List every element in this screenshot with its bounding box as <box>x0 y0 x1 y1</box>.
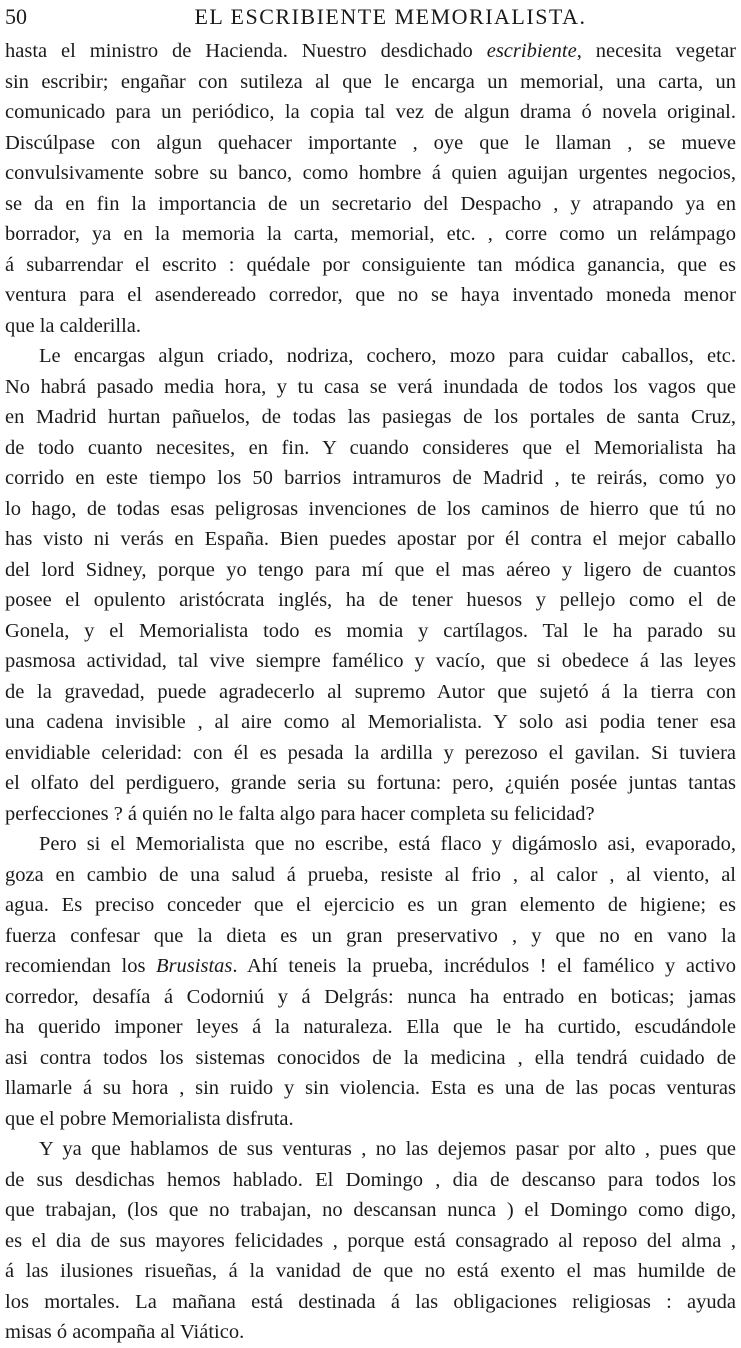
text-segment: ha querido imponer leyes á la naturaleza. Ella que le ha curtido, escudándole <box>5 1016 736 1038</box>
text-segment: que la calderilla. <box>5 314 142 337</box>
text-line <box>5 1165 736 1196</box>
page-number: 50 <box>5 4 27 29</box>
text-segment: Pero si el Memorialista que no escribe, está flaco y digámoslo asi, evaporado, <box>39 833 736 855</box>
text-segment: que el pobre Memorialista disfruta. <box>5 1107 294 1130</box>
text-line <box>5 555 736 586</box>
text-segment: ventura para el asendereado corredor, que no se haya inventado moneda menor <box>5 284 736 306</box>
text-line <box>5 951 736 982</box>
text-segment: asi contra todos los sistemas conocidos de la medicina , ella tendrá cuidado de <box>5 1046 736 1069</box>
text-line <box>5 1317 736 1348</box>
text-segment: misas ó acompaña al Viático. <box>5 1321 245 1343</box>
text-line <box>5 799 736 830</box>
text-segment: has visto ni verás en España. Bien puedes apostar por él contra el mejor caballo <box>5 528 736 550</box>
text-segment: fuerza confesar que la dieta es un gran preservativo , y que no en vano la <box>5 924 736 947</box>
text-line <box>5 158 736 189</box>
text-segment: llamarle á su hora , sin ruido y sin violencia. Esta es una de las pocas venturas <box>5 1077 736 1099</box>
text-segment: de sus desdichas hemos hablado. El Domingo , dia de descanso para todos los <box>5 1168 736 1191</box>
text-segment: corrido en este tiempo los 50 barrios intramuros de Madrid , te reirás, como yo <box>5 467 736 489</box>
text-segment: borrador, ya en la memoria la carta, memorial, etc. , corre como un relámpago <box>5 223 736 245</box>
text-segment: corredor, desafía á Codorniú y á Delgrás: nunca ha entrado en boticas; jamas <box>5 985 736 1008</box>
text-line <box>5 738 736 769</box>
text-segment: sin escribir; engañar con sutileza al que le encarga un memorial, una carta, un <box>5 70 736 93</box>
text-line <box>5 829 736 860</box>
text-line <box>5 1226 736 1257</box>
text-segment: Gonela, y el Memorialista todo es momia y cartílagos. Tal le ha parado su <box>5 619 736 642</box>
italic-word: escribiente <box>486 40 577 62</box>
text-segment: posee el opulento aristócrata inglés, ha de tener huesos y pellejo como el de <box>5 589 736 611</box>
text-segment: . Ahí teneis la prueba, incrédulos ! el famélico y activo <box>232 955 736 977</box>
text-line <box>5 677 736 708</box>
text-line <box>5 890 736 921</box>
text-line <box>5 1256 736 1287</box>
text-segment: convulsivamente sobre su banco, como hombre á quien aguijan urgentes negocios, <box>5 162 736 184</box>
text-line <box>5 280 736 311</box>
text-line <box>5 97 736 128</box>
text-segment: recomiendan los <box>5 955 157 977</box>
text-segment: Discúlpase con algun quehacer importante , oye que le llaman , se mueve <box>5 131 736 154</box>
text-line <box>5 36 736 67</box>
text-segment: pasmosa actividad, tal vive siempre famélico y vacío, que si obedece á las leyes <box>5 650 736 672</box>
text-segment: á las ilusiones risueñas, á la vanidad de que no está exento el mas humilde de <box>5 1260 736 1282</box>
text-segment: se da en fin la importancia de un secretario del Despacho , y atrapando ya en <box>5 192 736 215</box>
text-line <box>5 250 736 281</box>
text-line <box>5 433 736 464</box>
text-line <box>5 341 736 372</box>
text-line <box>5 1195 736 1226</box>
text-segment: envidiable celeridad: con él es pesada la ardilla y perezoso el gavilan. Si tuviera <box>5 741 736 764</box>
text-line <box>5 707 736 738</box>
italic-word: Brusistas <box>156 955 233 977</box>
text-segment: agua. Es preciso conceder que el ejercicio es un gran elemento de higiene; es <box>5 894 736 916</box>
text-line <box>5 1043 736 1074</box>
text-line <box>5 921 736 952</box>
text-segment: No habrá pasado media hora, y tu casa se verá inundada de todos los vagos que <box>5 375 736 398</box>
text-segment: es el dia de sus mayores felicidades , porque está consagrado al reposo del alma , <box>5 1229 736 1252</box>
text-segment: hasta el ministro de Hacienda. Nuestro desdichado <box>5 40 487 62</box>
text-line <box>5 67 736 98</box>
text-line <box>5 128 736 159</box>
text-segment: del lord Sidney, porque yo tengo para mí que el mas aéreo y ligero de cuantos <box>5 558 736 581</box>
text-line <box>5 616 736 647</box>
text-line <box>5 524 736 555</box>
text-segment: los mortales. La mañana está destinada á las obligaciones religiosas : ayuda <box>5 1290 736 1313</box>
text-line <box>5 1287 736 1318</box>
text-line <box>5 585 736 616</box>
text-segment: , necesita vegetar <box>576 40 736 62</box>
text-line <box>5 189 736 220</box>
text-line <box>5 982 736 1013</box>
text-line <box>5 494 736 525</box>
text-line <box>5 219 736 250</box>
text-segment: Y ya que hablamos de sus venturas , no las dejemos pasar por alto , pues que <box>39 1138 736 1160</box>
text-segment: Le encargas algun criado, nodriza, cochero, mozo para cuidar caballos, etc. <box>39 345 736 367</box>
text-segment: de todo cuanto necesites, en fin. Y cuando consideres que el Memorialista ha <box>5 436 736 459</box>
text-segment: que trabajan, (los que no trabajan, no descansan nunca ) el Domingo como digo, <box>5 1199 736 1221</box>
text-line <box>5 646 736 677</box>
text-line <box>5 1134 736 1165</box>
text-segment: de la gravedad, puede agradecerlo al supremo Autor que sujetó á la tierra con <box>5 680 736 703</box>
text-segment: goza en cambio de una salud á prueba, resiste al frio , al calor , al viento, al <box>5 863 736 886</box>
text-segment: lo hago, de todas esas peligrosas invenciones de los caminos de hierro que tú no <box>5 497 736 520</box>
text-segment: á subarrendar el escrito : quédale por consiguiente tan módica ganancia, que es <box>5 253 736 276</box>
text-segment: una cadena invisible , al aire como al Memorialista. Y solo asi podia tener esa <box>5 711 736 733</box>
text-line <box>5 463 736 494</box>
text-line <box>5 1104 736 1135</box>
text-line <box>5 860 736 891</box>
text-segment: perfecciones ? á quién no le falta algo para hacer completa su felicidad? <box>5 802 595 825</box>
body-text <box>5 36 736 1348</box>
text-segment: en Madrid hurtan pañuelos, de todas las pasiegas de los portales de santa Cruz, <box>5 406 736 428</box>
running-title: EL ESCRIBIENTE MEMORIALISTA. <box>194 4 587 29</box>
text-line <box>5 1012 736 1043</box>
text-line <box>5 311 736 342</box>
text-line <box>5 402 736 433</box>
text-line <box>5 768 736 799</box>
page-header <box>5 2 736 32</box>
text-line <box>5 1073 736 1104</box>
text-segment: el olfato del perdiguero, grande seria su fortuna: pero, ¿quién posée juntas tantas <box>5 772 736 794</box>
text-segment: comunicado para un periódico, la copia tal vez de algun drama ó novela original. <box>5 101 736 123</box>
text-line <box>5 372 736 403</box>
